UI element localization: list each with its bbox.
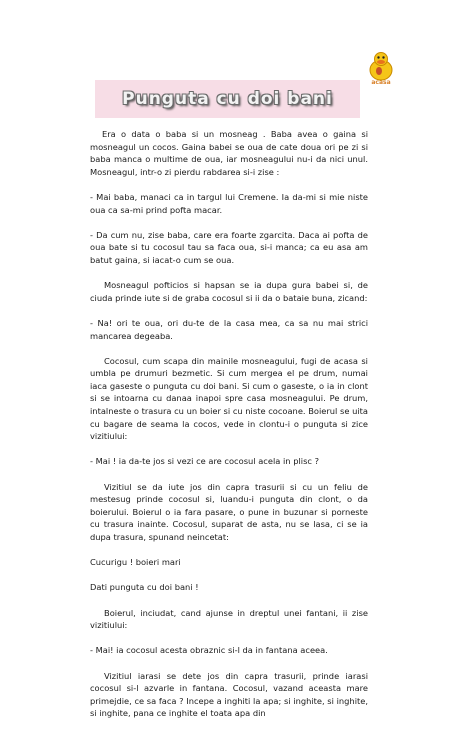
paragraph: Vizitiul se da iute jos din capra trasurii si cu un feliu de mestesug prinde cocosul si, luandu-i punguta din clont, o da boierului. Boierul o ia fara pasare, o pune in buzunar si porneste cu trasura inainte. Cocosul, suparat de asta, nu se lasa, ci se ia dupa trasura, spunand neincetat:: [90, 481, 368, 542]
paragraph: - Mai baba, manaci ca in targul lui Cremene. Ia da-mi si mie niste oua ca sa-mi prind pofta macar.: [90, 191, 368, 215]
logo-text: acasa: [371, 79, 391, 86]
paragraph: - Da cum nu, zise baba, care era foarte zgarcita. Daca ai pofta de oua bate si tu cocosul tau sa faca oua, si-i manca; ca eu asa am batut gaina, si iacat-o cum se oua.: [90, 229, 368, 265]
paragraph: Vizitiul iarasi se dete jos din capra trasurii, prinde iarasi cocosul si-l azvarle in fantana. Cocosul, vazand aceasta mare primejdie, ce sa faca ? Incepe a inghiti la apa; si inghite, si inghite, si inghite, pana ce inghite el toata apa din: [90, 670, 368, 719]
paragraph: Boierul, inciudat, cand ajunse in dreptul unei fantani, ii zise vizitiului:: [90, 607, 368, 631]
paragraph: Cucurigu ! boieri mari: [90, 557, 181, 568]
paragraph: - Mai ! ia da-te jos si vezi ce are cocosul acela in plisc ?: [90, 456, 320, 467]
paragraph: Era o data o baba si un mosneag . Baba avea o gaina si mosneagul un cocos. Gaina babei se oua de cate doua ori pe zi si baba manca o multime de oua, iar mosneagului nu-i da nici unul. Mosneagul, intr-o zi pierdu rabdarea si-i zise :: [90, 129, 368, 177]
paragraph: Dati punguta cu doi bani !: [90, 582, 199, 593]
paragraph: Cocosul, cum scapa din mainile mosneagului, fugi de acasa si umbla pe drumuri bezmetic. Si cum mergea el pe drum, numai iaca gaseste o punguta cu doi bani. Si cum o gaseste, o ia in clont si se intoarna cu danaa inapoi spre casa mosneagului. Pe drum, intalneste o trasura cu un boier si cu niste cocoane. Boierul se uita cu bagare de seama la cocos, vede in clontu-i o punguta si zice vizitiului:: [90, 355, 368, 442]
page-title: Punguta cu doi bani: [122, 89, 333, 109]
paragraph: - Na! ori te oua, ori du-te de la casa mea, ca sa nu mai strici mancarea degeaba.: [90, 317, 368, 341]
paragraph: Mosneagul pofticios si hapsan se ia dupa gura babei si, de ciuda prinde iute si de graba cocosul si ii da o bataie buna, zicand:: [90, 280, 368, 303]
title-banner: [95, 80, 360, 118]
paragraph: - Mai! ia cocosul acesta obraznic si-l da in fantana aceea.: [90, 645, 328, 656]
story-text: [90, 128, 368, 733]
